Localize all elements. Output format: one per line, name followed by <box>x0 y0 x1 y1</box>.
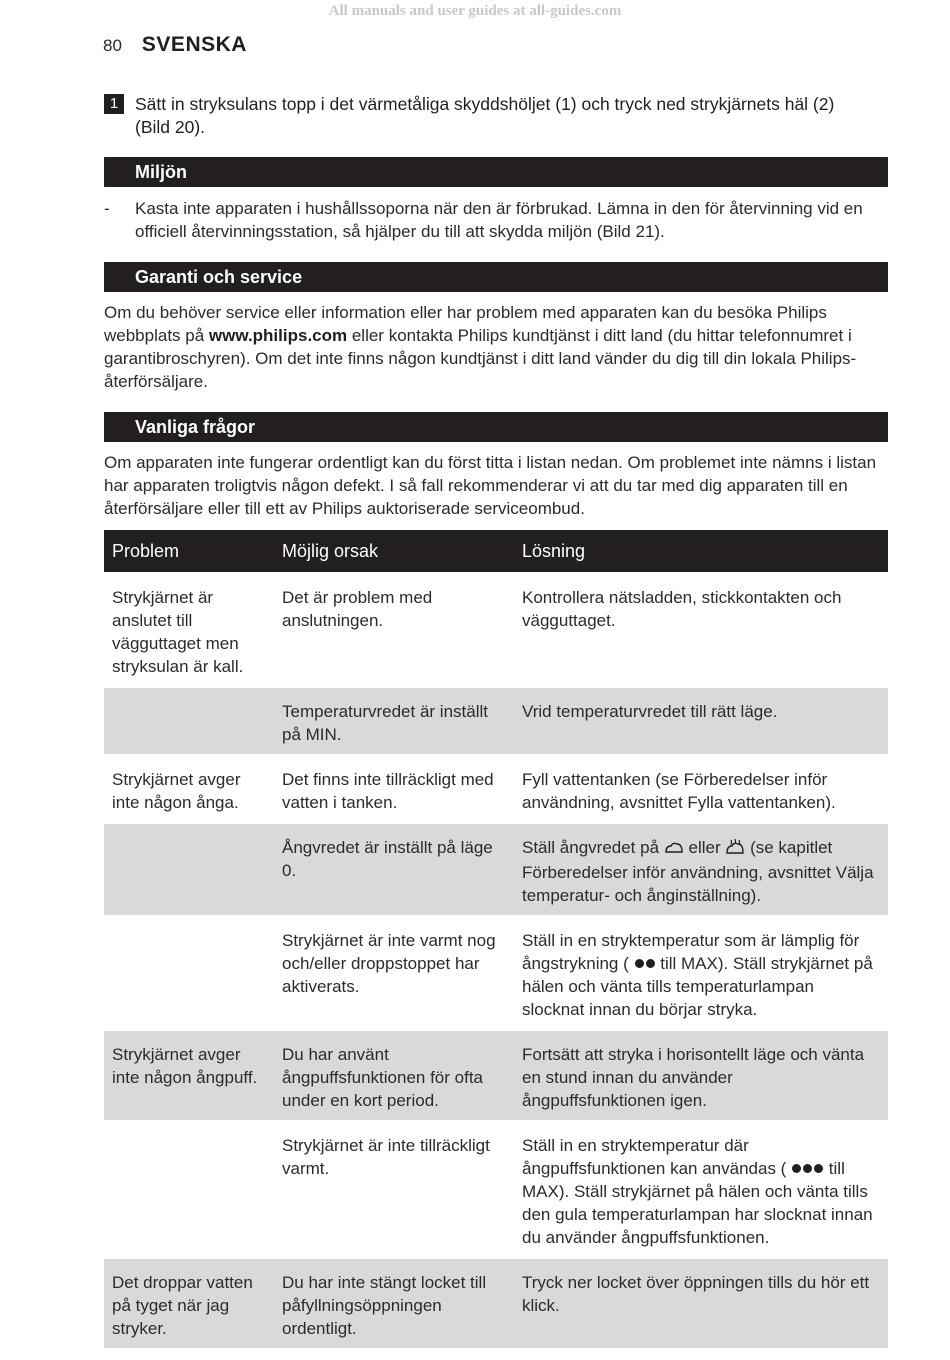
solution-cell: Tryck ner locket över öppningen tills du hör ett klick. <box>514 1258 888 1348</box>
problem-cell <box>104 823 274 916</box>
section-heading-environment: Miljön <box>104 157 888 187</box>
solution-cell: Fyll vattentanken (se Förberedelser inför användning, avsnittet Fylla vattentanken). <box>514 755 888 823</box>
solution-text: Ställ in en stryktemperatur där ångpuffsfunktionen kan användas ( <box>522 1136 792 1178</box>
step-number-badge: 1 <box>104 94 124 114</box>
cause-cell: Det är problem med anslutningen. <box>274 573 514 687</box>
troubleshooting-table <box>104 530 888 1348</box>
solution-cell <box>514 1121 888 1258</box>
three-dots-icon <box>791 1159 824 1178</box>
table-row <box>104 1121 888 1258</box>
solution-cell: Vrid temperaturvredet till rätt läge. <box>514 687 888 755</box>
guarantee-text-before: Om du behöver service eller information eller har problem med apparaten kan du besöka Philips webbplats på <box>104 303 827 345</box>
table-header-row <box>104 530 888 573</box>
problem-cell: Strykjärnet avger inte någon ångpuff. <box>104 1030 274 1121</box>
guarantee-paragraph <box>104 301 894 393</box>
steam-low-icon <box>664 838 684 861</box>
table-row <box>104 573 888 687</box>
faq-intro: Om apparaten inte fungerar ordentligt kan du först titta i listan nedan. Om problemet inte nämns i listan har apparaten troligtvis någon defekt. I så fall rekommenderar vi att du tar med dig apparaten till en återförsäljare eller till ett av Philips auktoriserade serviceombud. <box>104 453 877 518</box>
table-row <box>104 1030 888 1121</box>
guarantee-text-after: eller kontakta Philips kundtjänst i ditt land (du hittar telefonnumret i garantibroschyren). Om det inte finns någon kundtjänst i ditt land vänder du dig till din lokala Philips-återförsäljare. <box>104 326 857 391</box>
page-header <box>103 33 247 57</box>
cause-cell: Du har inte stängt locket till påfyllningsöppningen ordentligt. <box>274 1258 514 1348</box>
header-solution: Lösning <box>514 530 888 573</box>
two-dots-icon <box>634 954 656 973</box>
environment-text: Kasta inte apparaten i hushållssoporna när den är förbrukad. Lämna in den för återvinning vid en officiell återvinningsstation, så hjälper du till att skydda miljön (Bild 21). <box>135 199 863 241</box>
page-language-title: SVENSKA <box>141 33 247 56</box>
problem-cell <box>104 1121 274 1258</box>
cause-cell: Du har använt ångpuffsfunktionen för ofta under en kort period. <box>274 1030 514 1121</box>
table-row <box>104 755 888 823</box>
solution-text: till MAX). Ställ strykjärnet på hälen och vänta tills temperaturlampan slocknat innan du börjar stryka. <box>522 954 873 1019</box>
solution-text: (se kapitlet Förberedelser inför användning, avsnittet Välja temperatur- och ånginställning). <box>522 838 874 905</box>
problem-cell <box>104 916 274 1030</box>
cause-cell: Ångvredet är inställt på läge 0. <box>274 823 514 916</box>
watermark: All manuals and user guides at all-guides.com <box>328 3 622 19</box>
solution-cell: Kontrollera nätsladden, stickkontakten och vägguttaget. <box>514 573 888 687</box>
table-row <box>104 916 888 1030</box>
solution-cell <box>514 916 888 1030</box>
philips-website-link[interactable]: www.philips.com <box>208 326 348 345</box>
cause-cell: Strykjärnet är inte varmt nog och/eller droppstoppet har aktiverats. <box>274 916 514 1030</box>
table-row <box>104 687 888 755</box>
solution-text: Ställ in en stryktemperatur som är lämplig för ångstrykning ( <box>522 931 860 973</box>
solution-cell <box>514 823 888 916</box>
problem-cell <box>104 687 274 755</box>
bullet-dash: - <box>104 199 110 218</box>
steam-high-icon <box>725 838 745 861</box>
page-number: 80 <box>103 36 122 55</box>
step-instruction <box>104 93 894 139</box>
solution-text: Ställ ångvredet på <box>522 838 664 857</box>
problem-cell: Det droppar vatten på tyget när jag stryker. <box>104 1258 274 1348</box>
environment-bullet <box>104 197 894 243</box>
cause-cell: Det finns inte tillräckligt med vatten i tanken. <box>274 755 514 823</box>
table-row <box>104 1258 888 1348</box>
header-cause: Möjlig orsak <box>274 530 514 573</box>
solution-text: till MAX). Ställ strykjärnet på hälen och vänta tills den gula temperaturlampan har slocknat innan du använder ångpuffsfunktionen. <box>522 1159 873 1247</box>
solution-text: eller <box>683 838 726 857</box>
solution-cell: Fortsätt att stryka i horisontellt läge och vänta en stund innan du använder ångpuffsfunktionen igen. <box>514 1030 888 1121</box>
step-text: Sätt in stryksulans topp i det värmetåliga skyddshöljet (1) och tryck ned strykjärnets häl (2) (Bild 20). <box>135 94 835 137</box>
header-problem: Problem <box>104 530 274 573</box>
problem-cell: Strykjärnet är anslutet till vägguttaget men stryksulan är kall. <box>104 573 274 687</box>
section-heading-guarantee: Garanti och service <box>104 262 888 292</box>
cause-cell: Temperaturvredet är inställt på MIN. <box>274 687 514 755</box>
table-row <box>104 823 888 916</box>
problem-cell: Strykjärnet avger inte någon ånga. <box>104 755 274 823</box>
cause-cell: Strykjärnet är inte tillräckligt varmt. <box>274 1121 514 1258</box>
section-heading-faq: Vanliga frågor <box>104 412 888 442</box>
